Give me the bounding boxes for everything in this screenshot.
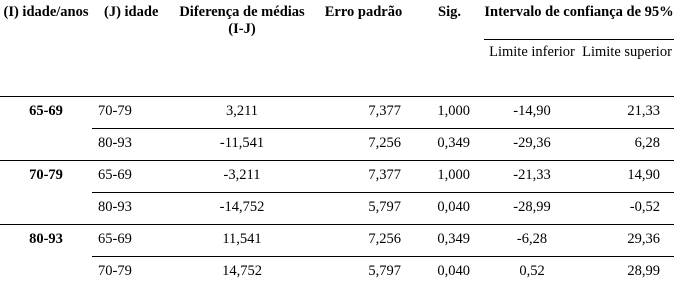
cell-diff: 3,211 [172,97,312,129]
cell-diff: 11,541 [172,225,312,257]
cell-lower: -29,36 [484,129,580,161]
header-lower-limit: Limite inferior [484,40,580,83]
cell-upper: 21,33 [580,97,674,129]
cell-upper: 28,99 [580,257,674,288]
table-row [0,161,674,193]
table-row [0,225,674,257]
table-row [0,193,674,225]
cell-j: 80-93 [92,193,172,225]
table-row [0,257,674,288]
cell-lower: -21,33 [484,161,580,193]
cell-diff: -11,541 [172,129,312,161]
cell-j: 70-79 [92,257,172,288]
cell-lower: 0,52 [484,257,580,288]
header-standard-error: Erro padrão [312,0,415,82]
header-upper-limit: Limite superior [580,40,674,83]
cell-sig: 1,000 [415,97,484,129]
header-mean-difference: Diferença de médias (I-J) [172,0,312,82]
group-label: 65-69 [0,97,92,161]
cell-upper: 29,36 [580,225,674,257]
header-significance: Sig. [415,0,484,82]
cell-err: 7,256 [312,129,415,161]
cell-lower: -14,90 [484,97,580,129]
cell-diff: 14,752 [172,257,312,288]
cell-j: 70-79 [92,97,172,129]
cell-diff: -14,752 [172,193,312,225]
group-label: 70-79 [0,161,92,225]
cell-sig: 0,349 [415,129,484,161]
cell-sig: 0,040 [415,193,484,225]
table-row [0,129,674,161]
cell-diff: -3,211 [172,161,312,193]
cell-err: 5,797 [312,257,415,288]
header-confidence-interval: Intervalo de confiança de 95% [484,0,674,40]
cell-sig: 1,000 [415,161,484,193]
cell-upper: 6,28 [580,129,674,161]
header-j-idade: (J) idade [92,0,172,82]
cell-lower: -6,28 [484,225,580,257]
cell-err: 5,797 [312,193,415,225]
cell-upper: 14,90 [580,161,674,193]
cell-err: 7,256 [312,225,415,257]
cell-j: 65-69 [92,161,172,193]
table-row [0,97,674,129]
cell-j: 65-69 [92,225,172,257]
cell-sig: 0,349 [415,225,484,257]
cell-sig: 0,040 [415,257,484,288]
cell-lower: -28,99 [484,193,580,225]
cell-upper: -0,52 [580,193,674,225]
cell-err: 7,377 [312,161,415,193]
cell-j: 80-93 [92,129,172,161]
header-i-idade-anos: (I) idade/anos [0,0,92,82]
cell-err: 7,377 [312,97,415,129]
group-label: 80-93 [0,225,92,288]
